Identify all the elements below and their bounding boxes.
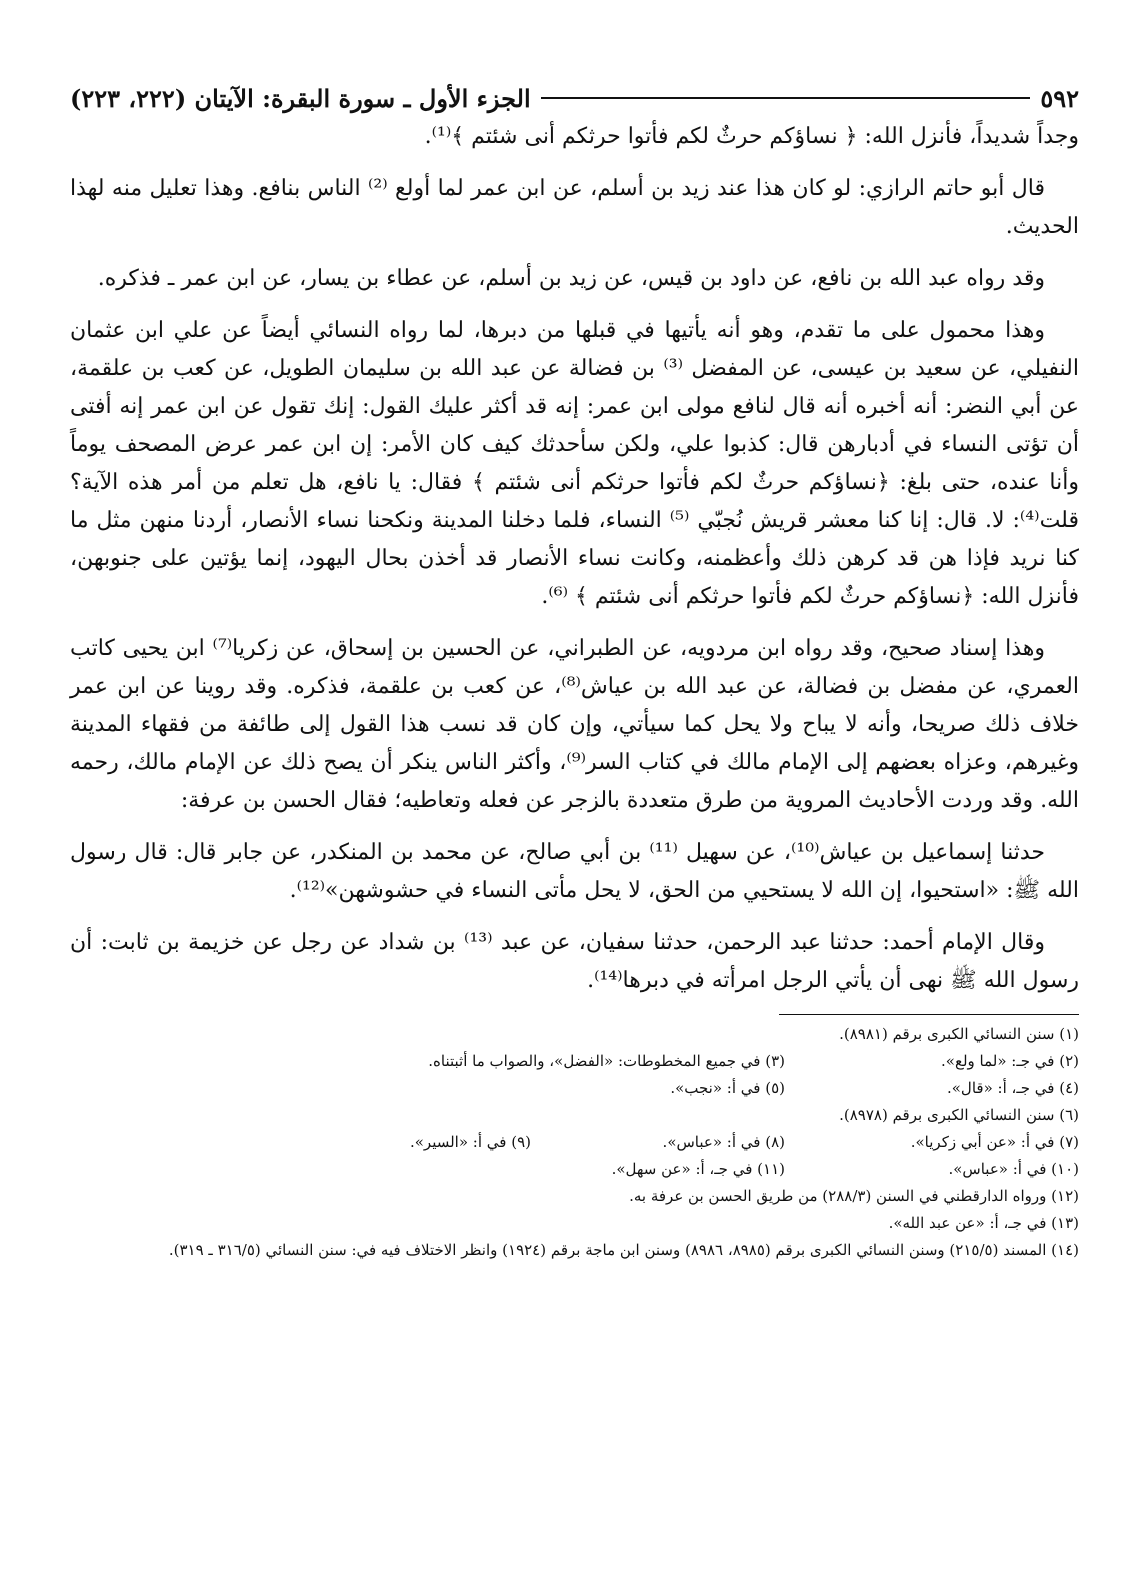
main-text [70,118,1079,1000]
paragraph: وجداً شديداً، فأنزل الله: ﴿ نساؤكم حرثٌ لكم فأتوا حرثكم أنى شئتم ﴾⁽¹⁾. [424,124,1079,149]
footnote-2: (٢) في جـ: «لما ولع». [941,1052,1079,1070]
footnote-7: (٧) في أ: «عن أبي زكريا». [910,1133,1079,1151]
page-header [70,78,1079,118]
footnote-5: (٥) في أ: «نجب». [670,1079,785,1097]
paragraph: وقد رواه عبد الله بن نافع، عن داود بن قيس، عن زيد بن أسلم، عن عطاء بن يسار، عن ابن عمر ـ فذكره. [97,266,1045,291]
footnote-3: (٣) في جميع المخطوطات: «الفضل»، والصواب ما أثبتناه. [428,1052,785,1070]
header-rule [541,97,1031,99]
page-number: ٥٩٢ [1040,83,1079,113]
footnote-4: (٤) في جـ، أ: «قال». [946,1079,1079,1097]
footnote-9: (٩) في أ: «السير». [409,1133,531,1151]
footnote-divider [779,1014,1079,1015]
footnote-6: (٦) سنن النسائي الكبرى برقم (٨٩٧٨). [839,1106,1079,1124]
footnotes [70,1021,1079,1264]
paragraph: وقال الإمام أحمد: حدثنا عبد الرحمن، حدثنا سفيان، عن عبد ⁽¹³⁾ بن شداد عن رجل عن خزيمة بن ثابت: أن رسول الله ﷺ نهى أن يأتي الرجل امرأته في دبرها⁽¹⁴⁾. [70,930,1079,993]
footnote-11: (١١) في جـ، أ: «عن سهل». [611,1160,785,1178]
footnote-14: (١٤) المسند (٢١٥/٥) وسنن النسائي الكبرى برقم (٨٩٨٥، ٨٩٨٦) وسنن ابن ماجة برقم (١٩٢٤) وانظر الاختلاف فيه في: سنن النسائي (٣١٦/٥ ـ ٣١٩). [168,1241,1079,1259]
footnote-8: (٨) في أ: «عباس». [662,1133,785,1151]
paragraph: وهذا محمول على ما تقدم، وهو أنه يأتيها في قبلها من دبرها، لما رواه النسائي أيضاً عن علي ابن عثمان النفيلي، عن سعيد بن عيسى، عن المفضل ⁽³⁾ بن فضالة عن عبد الله بن سليمان الطويل، عن كعب بن علقمة، عن أبي النضر: أنه أخبره أنه قال لنافع مولى ابن عمر: إنه قد أكثر عليك القول: إنك تقول عن ابن عمر إنه أفتى أن تؤتى النساء في أدبارهن قال: كذبوا علي، ولكن سأحدثك كيف كان الأمر: إن ابن عمر عرض المصحف يوماً وأنا عنده، حتى بلغ: ﴿نساؤكم حرثٌ لكم فأتوا حرثكم أنى شئتم ﴾ فقال: يا نافع، هل تعلم من أمر هذه الآية؟ قلت⁽⁴⁾: لا. قال: إنا كنا معشر قريش نُجبّي ⁽⁵⁾ النساء، فلما دخلنا المدينة ونكحنا نساء الأنصار، أردنا منهن مثل ما كنا نريد فإذا هن قد كرهن ذلك وأعظمنه، وكانت نساء الأنصار قد أخذن بحال اليهود، إنما يؤتين على جنوبهن، فأنزل الله: ﴿نساؤكم حرثٌ لكم فأتوا حرثكم أنى شئتم ﴾ ⁽⁶⁾. [70,318,1079,609]
footnote-1: (١) سنن النسائي الكبرى برقم (٨٩٨١). [839,1025,1079,1043]
footnote-12: (١٢) ورواه الدارقطني في السنن (٢٨٨/٣) من طريق الحسن بن عرفة به. [629,1187,1079,1205]
paragraph: قال أبو حاتم الرازي: لو كان هذا عند زيد بن أسلم، عن ابن عمر لما أولع ⁽²⁾ الناس بنافع. وهذا تعليل منه لهذا الحديث. [70,176,1079,239]
footnote-13: (١٣) في جـ، أ: «عن عبد الله». [888,1214,1079,1232]
footnote-10: (١٠) في أ: «عباس». [948,1160,1079,1178]
paragraph: حدثنا إسماعيل بن عياش⁽¹⁰⁾، عن سهيل ⁽¹¹⁾ بن أبي صالح، عن محمد بن المنكدر، عن جابر قال: قال رسول الله ﷺ: «استحيوا، إن الله لا يستحيي من الحق، لا يحل مأتى النساء في حشوشهن»⁽¹²⁾. [70,840,1079,903]
paragraph: وهذا إسناد صحيح، وقد رواه ابن مردويه، عن الطبراني، عن الحسين بن إسحاق، عن زكريا⁽⁷⁾ ابن يحيى كاتب العمري، عن مفضل بن فضالة، عن عبد الله بن عياش⁽⁸⁾، عن كعب بن علقمة، فذكره. وقد روينا عن ابن عمر خلاف ذلك صريحا، وأنه لا يباح ولا يحل كما سيأتي، وإن كان قد نسب هذا القول إلى طائفة من فقهاء المدينة وغيرهم، وعزاه بعضهم إلى الإمام مالك في كتاب السر⁽⁹⁾، وأكثر الناس ينكر أن يصح ذلك عن الإمام مالك، رحمه الله. وقد وردت الأحاديث المروية من طرق متعددة بالزجر عن فعله وتعاطيه؛ فقال الحسن بن عرفة: [70,636,1079,813]
running-title: الجزء الأول ـ سورة البقرة: الآيتان (٢٢٢، ٢٢٣) [70,83,531,113]
